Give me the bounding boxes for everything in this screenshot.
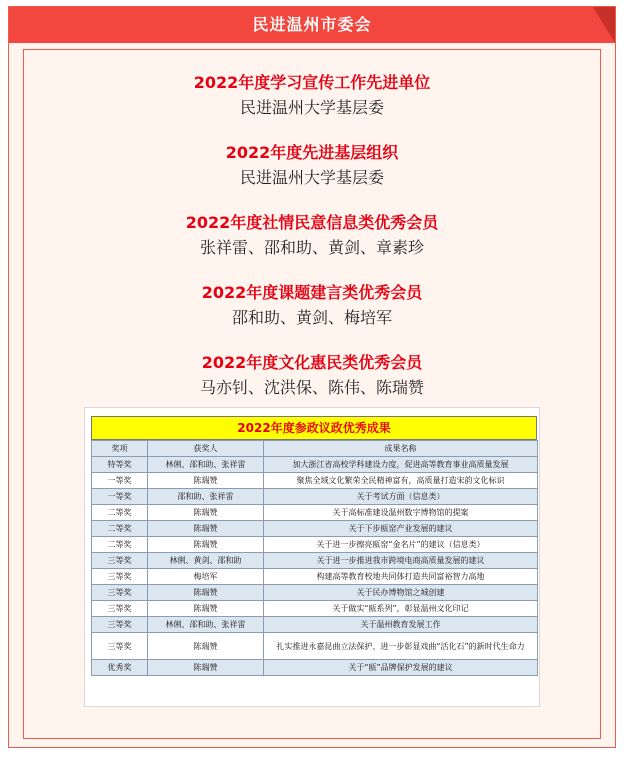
award-title: 2022年度学习宣传工作先进单位 bbox=[193, 73, 431, 92]
cell-award: 二等奖 bbox=[92, 537, 148, 553]
banner-title: 民进温州市委会 bbox=[252, 15, 372, 34]
cell-winner: 陈瑞赞 bbox=[148, 473, 264, 489]
table-row bbox=[92, 585, 538, 601]
header-award: 奖项 bbox=[92, 441, 148, 457]
cell-achievement: 扎实推进永嘉昆曲立法保护、进一步彰显戏曲“活化石”的新时代生命力 bbox=[264, 633, 538, 660]
cell-achievement: 关于下步瓯窑产业发展的建议 bbox=[264, 521, 538, 537]
award-block-5 bbox=[24, 352, 600, 400]
cell-winner: 陈瑞赞 bbox=[148, 537, 264, 553]
table-row bbox=[92, 457, 538, 473]
cell-achievement: 关于进一步擦亮瓯窑“金名片”的建议（信息类） bbox=[264, 537, 538, 553]
award-winners: 民进温州大学基层委 bbox=[239, 168, 384, 187]
award-title: 2022年度文化惠民类优秀会员 bbox=[201, 353, 423, 372]
table-row bbox=[92, 553, 538, 569]
table-row bbox=[92, 617, 538, 633]
cell-winner: 林俐、黄剑、邵和助 bbox=[148, 553, 264, 569]
cell-award: 三等奖 bbox=[92, 617, 148, 633]
cell-winner: 梅培军 bbox=[148, 569, 264, 585]
cell-winner: 陈瑞赞 bbox=[148, 660, 264, 676]
table-row bbox=[92, 537, 538, 553]
table-title: 2022年度参政议政优秀成果 bbox=[91, 416, 537, 440]
award-winners: 民进温州大学基层委 bbox=[239, 98, 384, 117]
cell-award: 二等奖 bbox=[92, 505, 148, 521]
header-achievement: 成果名称 bbox=[264, 441, 538, 457]
cell-winner: 陈瑞赞 bbox=[148, 633, 264, 660]
table-row bbox=[92, 521, 538, 537]
cell-award: 特等奖 bbox=[92, 457, 148, 473]
cell-achievement: 加大浙江省高校学科建设力度，促进高等教育事业高质量发展 bbox=[264, 457, 538, 473]
cell-winner: 邵和助、张祥雷 bbox=[148, 489, 264, 505]
cell-winner: 陈瑞赞 bbox=[148, 521, 264, 537]
table-header-row bbox=[92, 441, 538, 457]
cell-award: 三等奖 bbox=[92, 569, 148, 585]
cell-achievement: 关于考试方面（信息类） bbox=[264, 489, 538, 505]
header-winner: 获奖人 bbox=[148, 441, 264, 457]
cell-achievement: 关于“瓯”品牌保护发展的建议 bbox=[264, 660, 538, 676]
table-row bbox=[92, 633, 538, 660]
cell-award: 三等奖 bbox=[92, 601, 148, 617]
table-row bbox=[92, 569, 538, 585]
table-row bbox=[92, 473, 538, 489]
cell-award: 一等奖 bbox=[92, 489, 148, 505]
cell-award: 三等奖 bbox=[92, 585, 148, 601]
achievements-table-image bbox=[84, 407, 540, 707]
award-winners: 邵和助、黄剑、梅培军 bbox=[231, 308, 392, 327]
cell-achievement: 关于进一步推进我市跨境电商高质量发展的建议 bbox=[264, 553, 538, 569]
table-row bbox=[92, 489, 538, 505]
award-title: 2022年度先进基层组织 bbox=[225, 143, 399, 162]
cell-award: 三等奖 bbox=[92, 553, 148, 569]
award-title: 2022年度社情民意信息类优秀会员 bbox=[185, 213, 439, 232]
cell-winner: 陈瑞赞 bbox=[148, 505, 264, 521]
cell-winner: 林俐、邵和助、张祥雷 bbox=[148, 617, 264, 633]
achievements-table bbox=[91, 440, 538, 676]
cell-achievement: 关于民办博物馆之城创建 bbox=[264, 585, 538, 601]
award-title: 2022年度课题建言类优秀会员 bbox=[201, 283, 423, 302]
cell-award: 一等奖 bbox=[92, 473, 148, 489]
cell-award: 优秀奖 bbox=[92, 660, 148, 676]
cell-achievement: 聚焦全域文化繁荣全民精神富有，高质量打造宋韵文化标识 bbox=[264, 473, 538, 489]
cell-achievement: 关于做实“瓯系列”，彰显温州文化印记 bbox=[264, 601, 538, 617]
award-block-3 bbox=[24, 212, 600, 260]
cell-award: 二等奖 bbox=[92, 521, 148, 537]
award-block-4 bbox=[24, 282, 600, 330]
table-row bbox=[92, 505, 538, 521]
header-banner bbox=[9, 7, 615, 43]
table-row bbox=[92, 601, 538, 617]
award-winners: 张祥雷、邵和助、黄剑、章素珍 bbox=[199, 238, 424, 257]
award-block-1 bbox=[24, 72, 600, 120]
cell-achievement: 关于温州教育发展工作 bbox=[264, 617, 538, 633]
table-row bbox=[92, 660, 538, 676]
cell-winner: 陈瑞赞 bbox=[148, 601, 264, 617]
cell-award: 三等奖 bbox=[92, 633, 148, 660]
cell-winner: 陈瑞赞 bbox=[148, 585, 264, 601]
award-winners: 马亦钊、沈洪保、陈伟、陈瑞赞 bbox=[199, 378, 424, 397]
cell-winner: 林俐、邵和助、张祥雷 bbox=[148, 457, 264, 473]
award-block-2 bbox=[24, 142, 600, 190]
cell-achievement: 关于高标准建设温州数字博物馆的提案 bbox=[264, 505, 538, 521]
cell-achievement: 构建高等教育校地共同体打造共同富裕智力高地 bbox=[264, 569, 538, 585]
